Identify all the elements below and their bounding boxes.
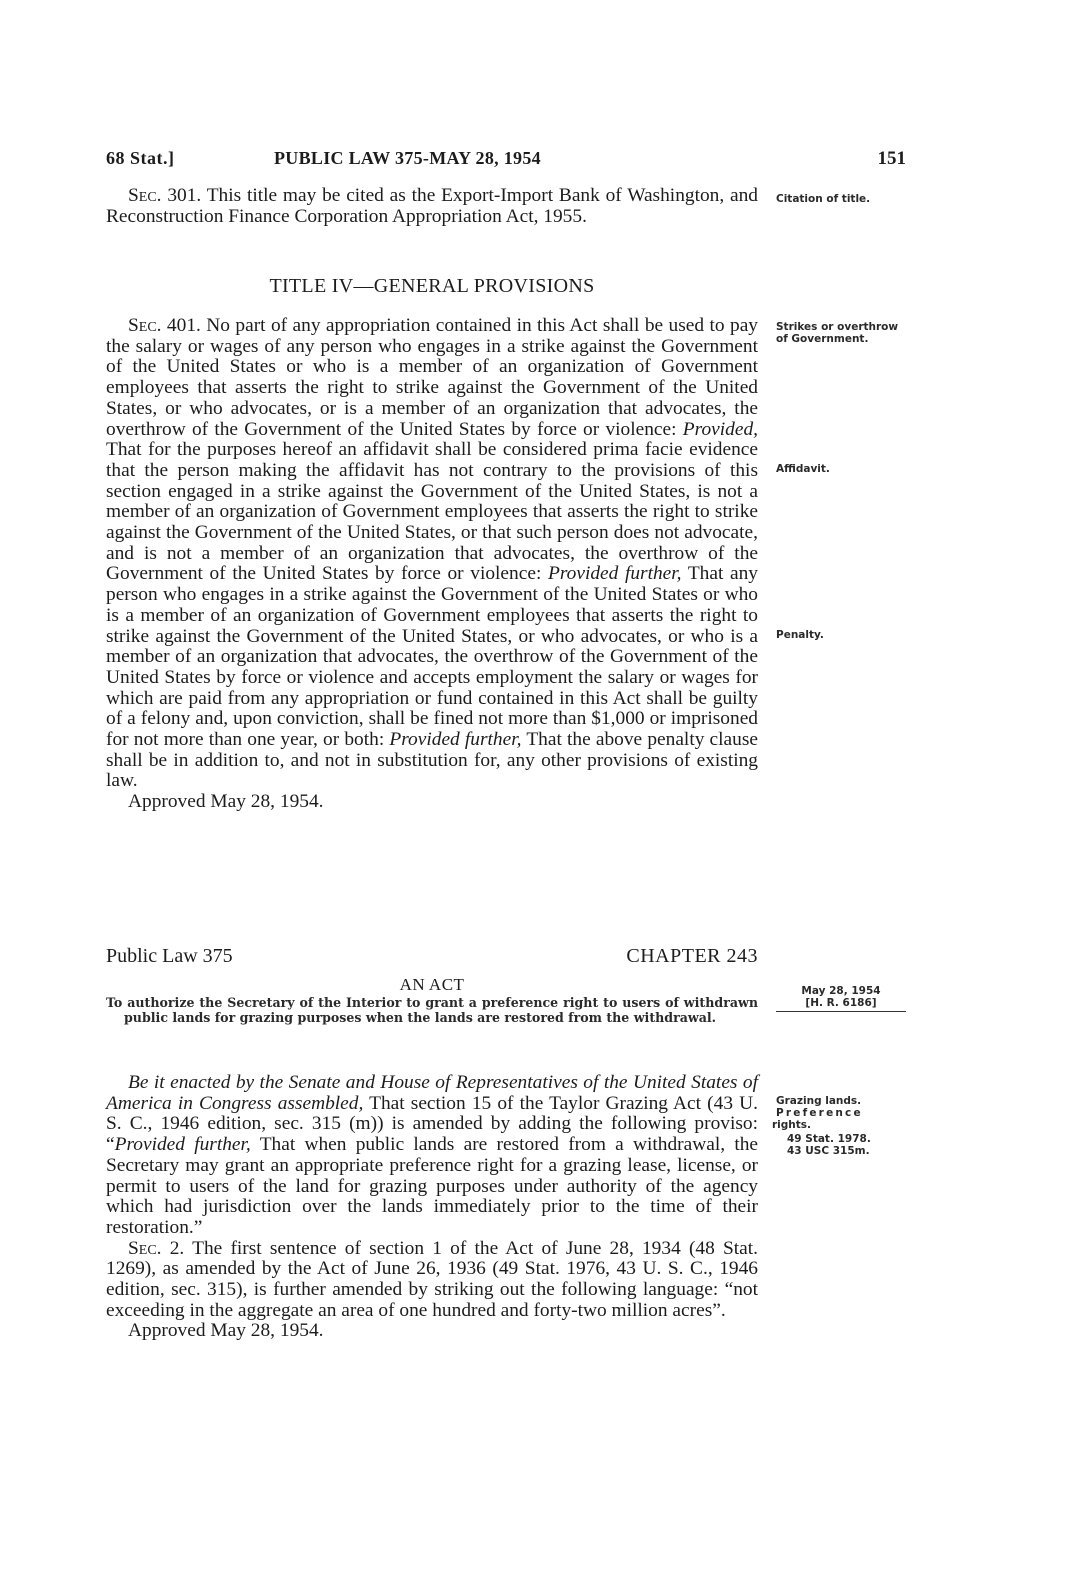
approval-line: Approved May 28, 1954. — [128, 791, 324, 813]
act-purpose: To authorize the Secretary of the Interior to grant a preference right to users of withdrawn public lands for grazing purposes when the lands are restored from the withdrawal. — [106, 995, 758, 1025]
bill-number: [H. R. 6186] — [805, 997, 877, 1009]
page-number: 151 — [877, 148, 906, 169]
approval-line: Approved May 28, 1954. — [128, 1320, 324, 1342]
section-text-part4: That the above penalty clause shall be in addition to, and not in substitution for, any other provisions of existing law. — [106, 729, 759, 792]
public-law-number: Public Law 375 — [106, 945, 233, 967]
volume-reference: 68 Stat.] — [106, 148, 175, 168]
section-label: Sec. 401. — [128, 315, 201, 336]
margin-note-usc-ref: 43 USC 315m. — [787, 1145, 870, 1157]
section-text-part1: No part of any appropriation contained in this Act shall be used to pay the salary or wages of any person who engages in a strike against the Government of the United States or who is a member of an organization of Government employees that asserts the right to strike against the Government of the United States, or who advocates, or is a member of an organization that advocates, the overthrow of the Government of the United States by force or violence: — [106, 315, 758, 440]
section-2-text: The first sentence of section 1 of the Act of June 28, 1934 (48 Stat. 1269), as amended by the Act of June 26, 1936 (49 Stat. 1976, 43 U. S. C., 1946 edition, sec. 315), is further amended by striking out the following language: “not exceeding in the aggregate an area of one hundred and forty-two million acres”. — [106, 1237, 758, 1321]
section-text-part3: That any person who engages in a strike against the Government of the United States or who is a member of an organization of Government employees that asserts the right to strike against the Government of the United States, or who advocates, or who is a member of an organization that advocates, the overthrow of the Government of the United States by force or violence and accepts employment the salary or wages for which are paid from any appropriation or fund contained in this Act shall be guilty of a felony and, upon conviction, shall be fined not more than $1,000 or imprisoned for not more than one year, or both: — [106, 563, 758, 751]
section-1-text: That section 15 of the Taylor Grazing Act (43 U. S. C., 1946 edition, sec. 315 (m)) is amended by adding the following proviso: “ — [106, 1092, 758, 1156]
margin-note-stat-ref: 49 Stat. 1978. — [787, 1133, 871, 1145]
chapter-number: CHAPTER 243 — [626, 945, 758, 967]
margin-note-penalty: Penalty. — [776, 629, 824, 641]
margin-note-rights: rights. — [772, 1119, 812, 1131]
act-date-note — [776, 985, 906, 1012]
section-401 — [106, 316, 758, 813]
act-body — [106, 1073, 758, 1342]
margin-note-grazing: Grazing lands. — [776, 1095, 862, 1107]
proviso-label: Provided further, — [389, 729, 522, 751]
proviso-label: Provided, — [682, 418, 758, 440]
public-law-line — [106, 945, 758, 969]
section-label: Sec. 2. — [128, 1237, 185, 1259]
proviso-label: Provided further, — [114, 1134, 251, 1156]
section-label: Sec. 301. — [128, 185, 202, 206]
running-header — [106, 148, 906, 172]
margin-note-preference: Preference — [776, 1107, 863, 1119]
section-text: This title may be cited as the Export-Import Bank of Washington, and Reconstruction Finance Corporation Appropriation Act, 1955. — [106, 185, 758, 227]
header-title: PUBLIC LAW 375-MAY 28, 1954 — [274, 148, 541, 168]
proviso-label: Provided further, — [547, 563, 682, 585]
title-heading: TITLE IV—GENERAL PROVISIONS — [269, 275, 595, 297]
section-1-text-end: That when public lands are restored from a withdrawal, the Secretary may grant an appropriate preference right for a grazing lease, license, or permit to users of the land for grazing purposes under authority of the agency which had jurisdiction over the lands immediately prior to the time of their restoration.” — [106, 1134, 759, 1238]
enacting-clause: Be it enacted by the Senate and House of Representatives of the United States of America in Congress assembled, — [106, 1072, 758, 1114]
margin-note-strikes: Strikes or overthrow of Government. — [776, 321, 899, 345]
date-rule — [776, 1011, 906, 1012]
section-text-part2: That for the purposes hereof an affidavit shall be considered prima facie evidence that the person making the affidavit has not contrary to the provisions of this section engaged in a strike against the Government of the United States, is not a member of an organization of Government employees that asserts the right to strike against the Government of the United States, or that such person does not advocate, and is not a member of an organization that advocates, the overthrow of the Government of the United States by force or violence: — [106, 439, 758, 585]
margin-note-affidavit: Affidavit. — [776, 463, 830, 475]
section-301 — [106, 186, 758, 227]
an-act-heading: AN ACT — [399, 975, 465, 994]
margin-note-citation: Citation of title. — [776, 193, 871, 205]
act-date: May 28, 1954 — [801, 985, 881, 997]
